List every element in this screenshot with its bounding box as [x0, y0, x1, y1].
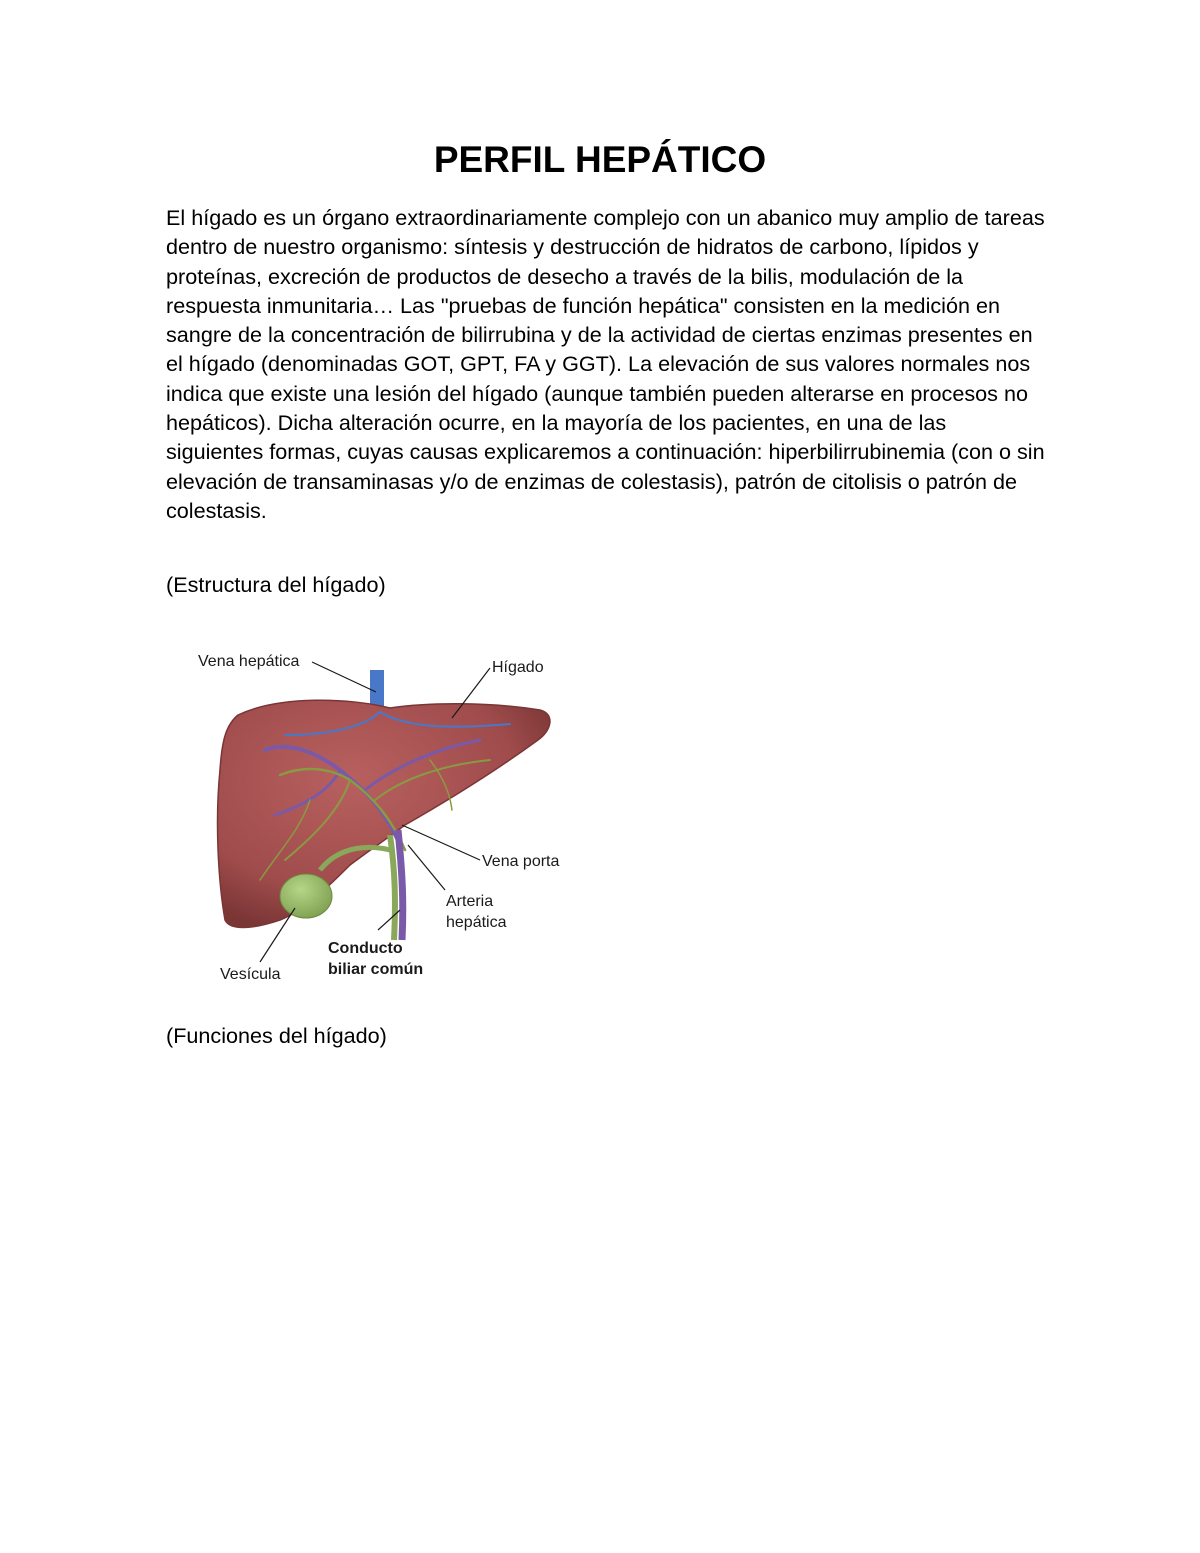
caption-functions: (Funciones del hígado)	[166, 1023, 387, 1048]
page-title: PERFIL HEPÁTICO	[433, 139, 767, 180]
liver-diagram	[190, 640, 590, 990]
label-conducto-1: Conducto	[328, 940, 403, 957]
label-vesicula: Vesícula	[220, 966, 281, 983]
common-bile-duct	[390, 835, 395, 940]
gallbladder	[280, 874, 332, 918]
intro-paragraph: El hígado es un órgano extraordinariamente complejo con un abanico muy amplio de tareas dentro de nuestro organismo: síntesis y destrucción de hidratos de carbono, lípidos y proteínas, excreción de productos de desecho a través de la bilis, modulación de la respuesta inmunitaria… Las "pruebas de función hepática" consisten en la medición en sangre de la concentración de bilirrubina y de la actividad de ciertas enzimas presentes en el hígado (denominadas GOT, GPT, FA y GGT). La elevación de sus valores normales nos indica que existe una lesión del hígado (aunque también pueden alterarse en procesos no hepáticos). Dicha alteración ocurre, en la mayoría de los pacientes, en una de las siguientes formas, cuyas causas explicaremos a continuación: hiperbilirrubinemia (con o sin elevación de transaminasas y/o de enzimas de colestasis), patrón de citolisis o patrón de colestasis.	[166, 205, 1045, 523]
caption-structure: (Estructura del hígado)	[166, 572, 386, 597]
portal-vein	[398, 830, 403, 940]
label-arteria-2: hepática	[446, 914, 507, 931]
label-conducto-2: biliar común	[328, 961, 424, 978]
label-arteria-1: Arteria	[446, 893, 494, 910]
label-higado: Hígado	[492, 659, 544, 676]
label-vena-hepatica: Vena hepática	[198, 653, 300, 670]
label-vena-porta: Vena porta	[482, 853, 560, 870]
